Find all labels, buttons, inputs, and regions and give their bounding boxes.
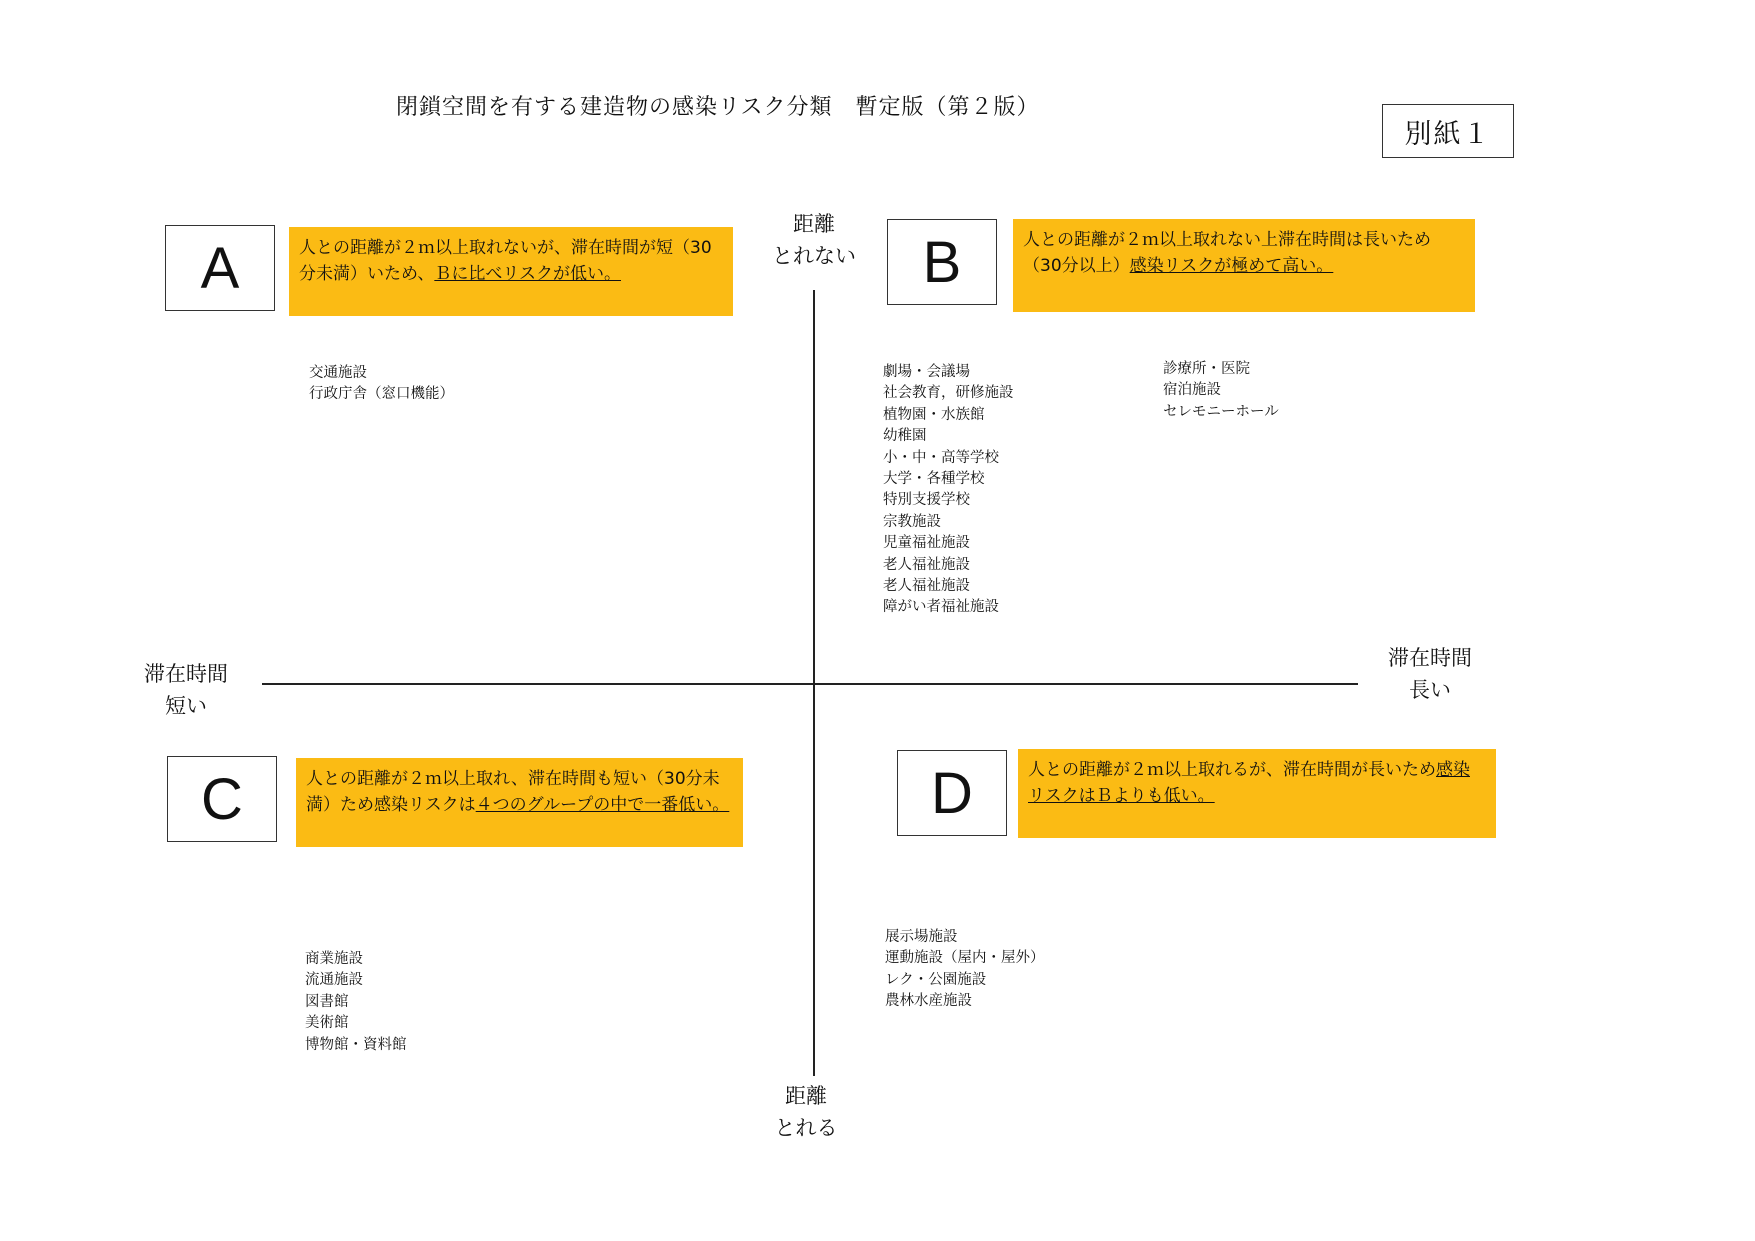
list-item: 老人福祉施設 — [883, 556, 970, 573]
list-item: 運動施設（屋内・屋外） — [885, 950, 1045, 967]
axis-label-right-line2: 長い — [1409, 678, 1451, 702]
list-item: 展示場施設 — [885, 929, 958, 945]
axis-label-top-line1: 距離 — [793, 212, 835, 236]
quadrant-c-note — [296, 758, 743, 847]
list-item: 小・中・高等学校 — [883, 449, 999, 466]
list-item: 障がい者福祉施設 — [883, 599, 999, 616]
axis-label-top-line2: とれない — [772, 244, 856, 268]
axis-label-right — [1370, 642, 1490, 706]
quadrant-d-note-emphasis: 感染リスクはＢよりも低い。 — [1028, 760, 1470, 806]
list-item: 大学・各種学校 — [883, 471, 985, 488]
list-item: 社会教育，研修施設 — [883, 385, 1014, 402]
quadrant-c-note-emphasis: ４つのグループの中で一番低い。 — [475, 795, 730, 815]
quadrant-b-note-emphasis: 感染リスクが極めて高い。 — [1129, 256, 1334, 276]
list-item: 児童福祉施設 — [883, 535, 970, 552]
list-item: セレモニーホール — [1163, 403, 1279, 420]
quadrant-d-note — [1018, 749, 1496, 838]
quadrant-c-note-text: 人との距離が２ｍ以上取れ、滞在時間も短い（30分未満）ため感染リスクは — [306, 769, 720, 815]
quadrant-d-note-text: 人との距離が２ｍ以上取れるが、滞在時間が長いため — [1028, 760, 1436, 780]
list-item: 宿泊施設 — [1163, 382, 1221, 399]
list-item: 美術館 — [305, 1015, 349, 1032]
quadrant-b-facility-list-1 — [883, 362, 1014, 619]
quadrant-c-facility-list — [305, 949, 407, 1056]
list-item: 博物館・資料館 — [305, 1036, 407, 1053]
list-item: レク・公園施設 — [885, 971, 987, 988]
list-item: 植物園・水族館 — [883, 406, 985, 423]
axis-label-bottom — [751, 1080, 861, 1144]
list-item: 商業施設 — [305, 951, 363, 967]
axis-label-right-line1: 滞在時間 — [1388, 646, 1472, 670]
list-item: 幼稚園 — [883, 428, 927, 445]
attachment-label: 別紙１ — [1382, 104, 1514, 158]
quadrant-b-note-text: 人との距離が２ｍ以上取れない上滞在時間は長いため（30分以上） — [1023, 230, 1431, 276]
axis-label-bottom-line2: とれる — [774, 1116, 838, 1140]
quadrant-a-facility-list — [309, 363, 454, 406]
quadrant-b-letter: B — [887, 219, 997, 305]
axis-label-left-line2: 短い — [165, 694, 207, 718]
axis-label-left-line1: 滞在時間 — [144, 662, 228, 686]
list-item: 交通施設 — [309, 365, 367, 381]
list-item: 劇場・会議場 — [883, 364, 970, 380]
quadrant-b-facility-list-2 — [1163, 359, 1279, 423]
quadrant-d-letter: D — [897, 750, 1007, 836]
quadrant-d-facility-list — [885, 927, 1045, 1013]
list-item: 特別支援学校 — [883, 492, 970, 509]
quadrant-a-note-text: 人との距離が２ｍ以上取れないが、滞在時間が短（30分未満）いため、 — [299, 238, 712, 284]
list-item: 農林水産施設 — [885, 993, 972, 1010]
quadrant-b-note — [1013, 219, 1475, 312]
quadrant-a-note — [289, 227, 733, 316]
list-item: 図書館 — [305, 993, 349, 1010]
list-item: 老人福祉施設 — [883, 578, 970, 595]
list-item: 流通施設 — [305, 972, 363, 989]
axis-label-bottom-line1: 距離 — [785, 1084, 827, 1108]
list-item: 診療所・医院 — [1163, 361, 1250, 377]
quadrant-c-letter: C — [167, 756, 277, 842]
axis-label-left — [126, 658, 246, 722]
page-title: 閉鎖空間を有する建造物の感染リスク分類 暫定版（第２版） — [396, 95, 1040, 120]
axis-label-top — [759, 208, 869, 272]
horizontal-axis-line — [262, 683, 1358, 685]
quadrant-a-note-emphasis: Ｂに比べリスクが低い。 — [434, 264, 621, 284]
list-item: 宗教施設 — [883, 513, 941, 530]
list-item: 行政庁舎（窓口機能） — [309, 386, 454, 403]
quadrant-a-letter: A — [165, 225, 275, 311]
